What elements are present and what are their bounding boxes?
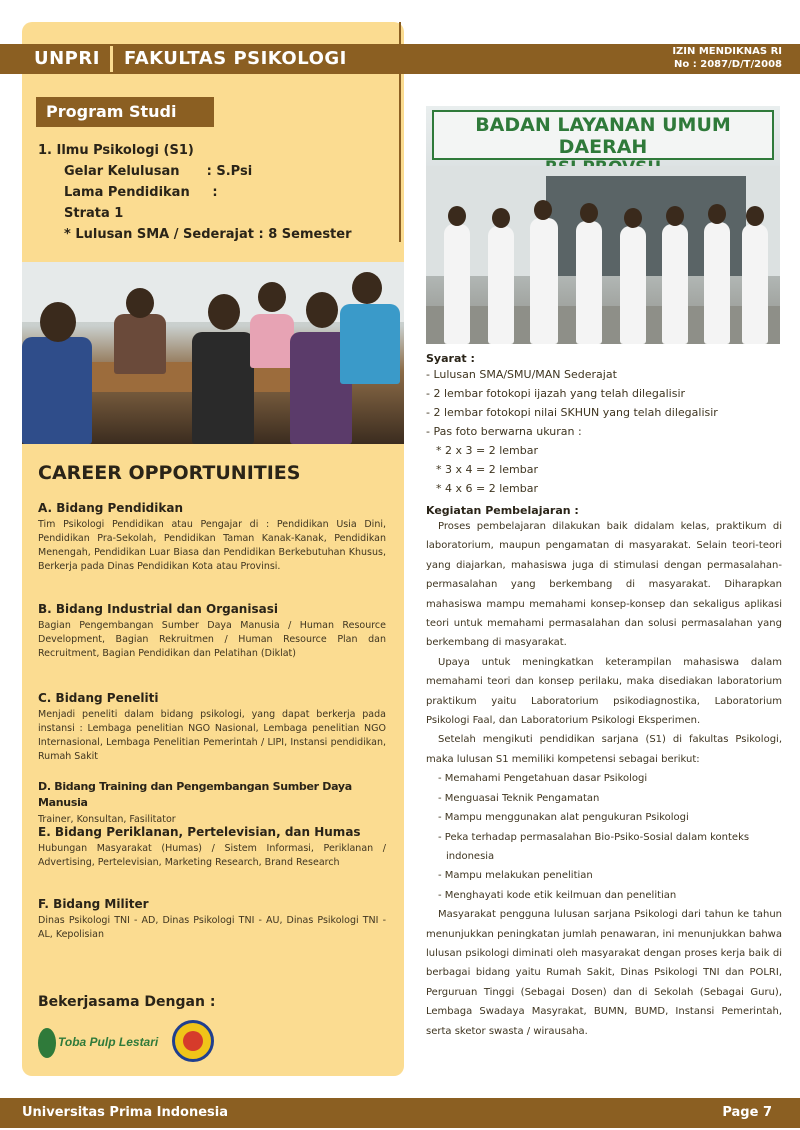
rsj-sign [432, 110, 774, 160]
syarat-item: - 2 lembar fotokopi ijazah yang telah dilegalisir [426, 387, 686, 400]
program-lama: Lama Pendidikan : [64, 185, 218, 200]
toba-pulp-logo [38, 1028, 159, 1058]
kegiatan-paragraph-1: Proses pembelajaran dilakukan baik didalam kelas, praktikum di laboratorium, maupun pengamatan di masyarakat. Selain teori-teori yang diajarkan, mahasiswa juga di stimulasi dengan permasalahan-permasalahan yang berkembang di masyarakat. Diharapkan mahasiswa mampu memahami konsep-konsep dan sekaligus aplikasi teori untuk memahami permasalahan dan solusi permasalahan yang berkembang di masyarakat. [426, 521, 782, 649]
competency-item: - Mampu menggunakan alat pengukuran Psikologi [438, 812, 689, 824]
program-studi-label: Program Studi [36, 97, 214, 127]
license-line-1: IZIN MENDIKNAS RI [672, 46, 782, 57]
career-heading: C. Bidang Peneliti [38, 691, 159, 705]
career-text: Menjadi peneliti dalam bidang psikologi, yang dapat berkerja pada instansi : Lembaga penelitian NGO Nasional, Lembaga penelitian NGO Internasional, Lembaga Penelitian Pemerintah / LIPI, Instansi pendidikan, Rumah Sakit [38, 709, 386, 762]
page-number: Page 7 [722, 1105, 772, 1120]
career-section-c [38, 690, 386, 764]
career-heading: A. Bidang Pendidikan [38, 501, 184, 515]
competency-item: - Memahami Pengetahuan dasar Psikologi [438, 773, 648, 785]
career-heading: E. Bidang Periklanan, Pertelevisian, dan Humas [38, 825, 361, 839]
syarat-item: - 2 lembar fotokopi nilai SKHUN yang telah dilegalisir [426, 406, 718, 419]
rsj-photo [426, 106, 780, 344]
career-text: Dinas Psikologi TNI - AD, Dinas Psikologi TNI - AU, Dinas Psikologi TNI - AL, Kepolisian [38, 915, 386, 940]
competency-item: - Menguasai Teknik Pengamatan [438, 792, 600, 804]
program-lulusan: * Lulusan SMA / Sederajat : 8 Semester [64, 227, 352, 242]
photo-size-item: * 4 x 6 = 2 lembar [436, 482, 538, 495]
partners-title: Bekerjasama Dengan : [38, 994, 216, 1010]
career-text: Trainer, Konsultan, Fasilitator [38, 814, 176, 825]
toba-pulp-text: Toba Pulp Lestari [58, 1035, 159, 1049]
photo-size-item: * 2 x 3 = 2 lembar [436, 444, 538, 457]
career-heading: B. Bidang Industrial dan Organisasi [38, 602, 278, 616]
program-strata: Strata 1 [64, 206, 124, 221]
kegiatan-title: Kegiatan Pembelajaran : [426, 504, 579, 517]
syarat-title: Syarat : [426, 352, 475, 365]
competency-item: - Mampu melakukan penelitian [438, 870, 593, 882]
syarat-item: - Pas foto berwarna ukuran : [426, 425, 582, 438]
career-section-b [38, 601, 386, 661]
header-divider [110, 46, 113, 72]
kegiatan-paragraph-4: Masyarakat pengguna lulusan sarjana Psikologi dari tahun ke tahun menunjukkan peningkatan jumlah penawaran, ini menunjukkan bahwa lulusan psikologi diminati oleh masyarakat dengan proses kerja baik di berbagai bidang yaitu Rumah Sakit, Dinas Psikologi TNI dan POLRI, Perguruan Tinggi (Sebagai Dosen) dan di Sekolah (Sebagai Guru), Lembaga Swadaya Masyrakat, BUMN, BUMD, Instansi Pemerintah, serta sketor swasta / wirausaha. [426, 909, 782, 1037]
competency-item: - Menghayati kode etik keilmuan dan penelitian [438, 889, 677, 901]
kegiatan-paragraph-2: Upaya untuk meningkatkan keterampilan mahasiswa dalam memahami teori dan konsep perilaku, maka disediakan laboratorium praktikum yaitu Laboratorium psikodiagnostika, Laboratorium Psikologi Faal, dan Laboratorium Psikologi Eksperimen. [426, 656, 782, 727]
photo-size-item: * 3 x 4 = 2 lembar [436, 463, 538, 476]
kegiatan-paragraph-3: Setelah mengikuti pendidikan sarjana (S1) di fakultas Psikologi, maka lulusan S1 memiliki kompetensi sebagai berikut: [426, 734, 782, 765]
career-heading: D. Bidang Training dan Pengembangan Sumber Daya Manusia [38, 780, 352, 809]
right-column [426, 352, 782, 1041]
program-gelar: Gelar Kelulusan : S.Psi [64, 164, 253, 179]
header-license [672, 45, 782, 71]
header-brand: UNPRI [34, 48, 100, 69]
career-heading: F. Bidang Militer [38, 897, 149, 911]
career-section-a [38, 500, 386, 574]
career-section-e [38, 824, 386, 870]
footer-university: Universitas Prima Indonesia [22, 1105, 229, 1120]
syarat-item: - Lulusan SMA/SMU/MAN Sederajat [426, 368, 617, 381]
rsj-sign-line-1: BADAN LAYANAN UMUM DAERAH [475, 114, 731, 158]
header-faculty: FAKULTAS PSIKOLOGI [124, 48, 347, 69]
license-line-2: No : 2087/D/T/2008 [674, 59, 782, 70]
seal-logo [172, 1020, 214, 1062]
program-studi-list [38, 140, 352, 245]
vertical-divider [399, 22, 401, 242]
career-text: Tim Psikologi Pendidikan atau Pengajar di : Pendidikan Usia Dini, Pendidikan Pra-Sekolah, Pendidikan Taman Kanak-Kanak, Pendidikan Menengah, Pendidikan Luar Biasa dan Pendidikan Berkebutuhan Khusus, Berkerja pada Dinas Pendidikan Kota atau Provinsi. [38, 519, 386, 572]
career-title: CAREER OPPORTUNITIES [38, 462, 301, 484]
classroom-photo [22, 262, 404, 444]
career-section-d [38, 779, 386, 827]
leaf-icon [38, 1028, 56, 1058]
seal-emblem-icon [183, 1031, 203, 1051]
program-item-title: 1. Ilmu Psikologi (S1) [38, 143, 194, 158]
career-section-f [38, 896, 386, 942]
career-text: Hubungan Masyarakat (Humas) / Sistem Informasi, Periklanan / Advertising, Pertelevisian, Marketing Research, Brand Research [38, 843, 386, 868]
career-text: Bagian Pengembangan Sumber Daya Manusia / Human Resource Development, Bagian Rekruitmen / Human Resource Plan dan Recruitment, Bagian Pendidikan dan Pelatihan (Diklat) [38, 620, 386, 659]
competency-item: - Peka terhadap permasalahan Bio-Psiko-Sosial dalam konteks [438, 831, 750, 843]
competency-item-continued: indonesia [446, 850, 495, 862]
